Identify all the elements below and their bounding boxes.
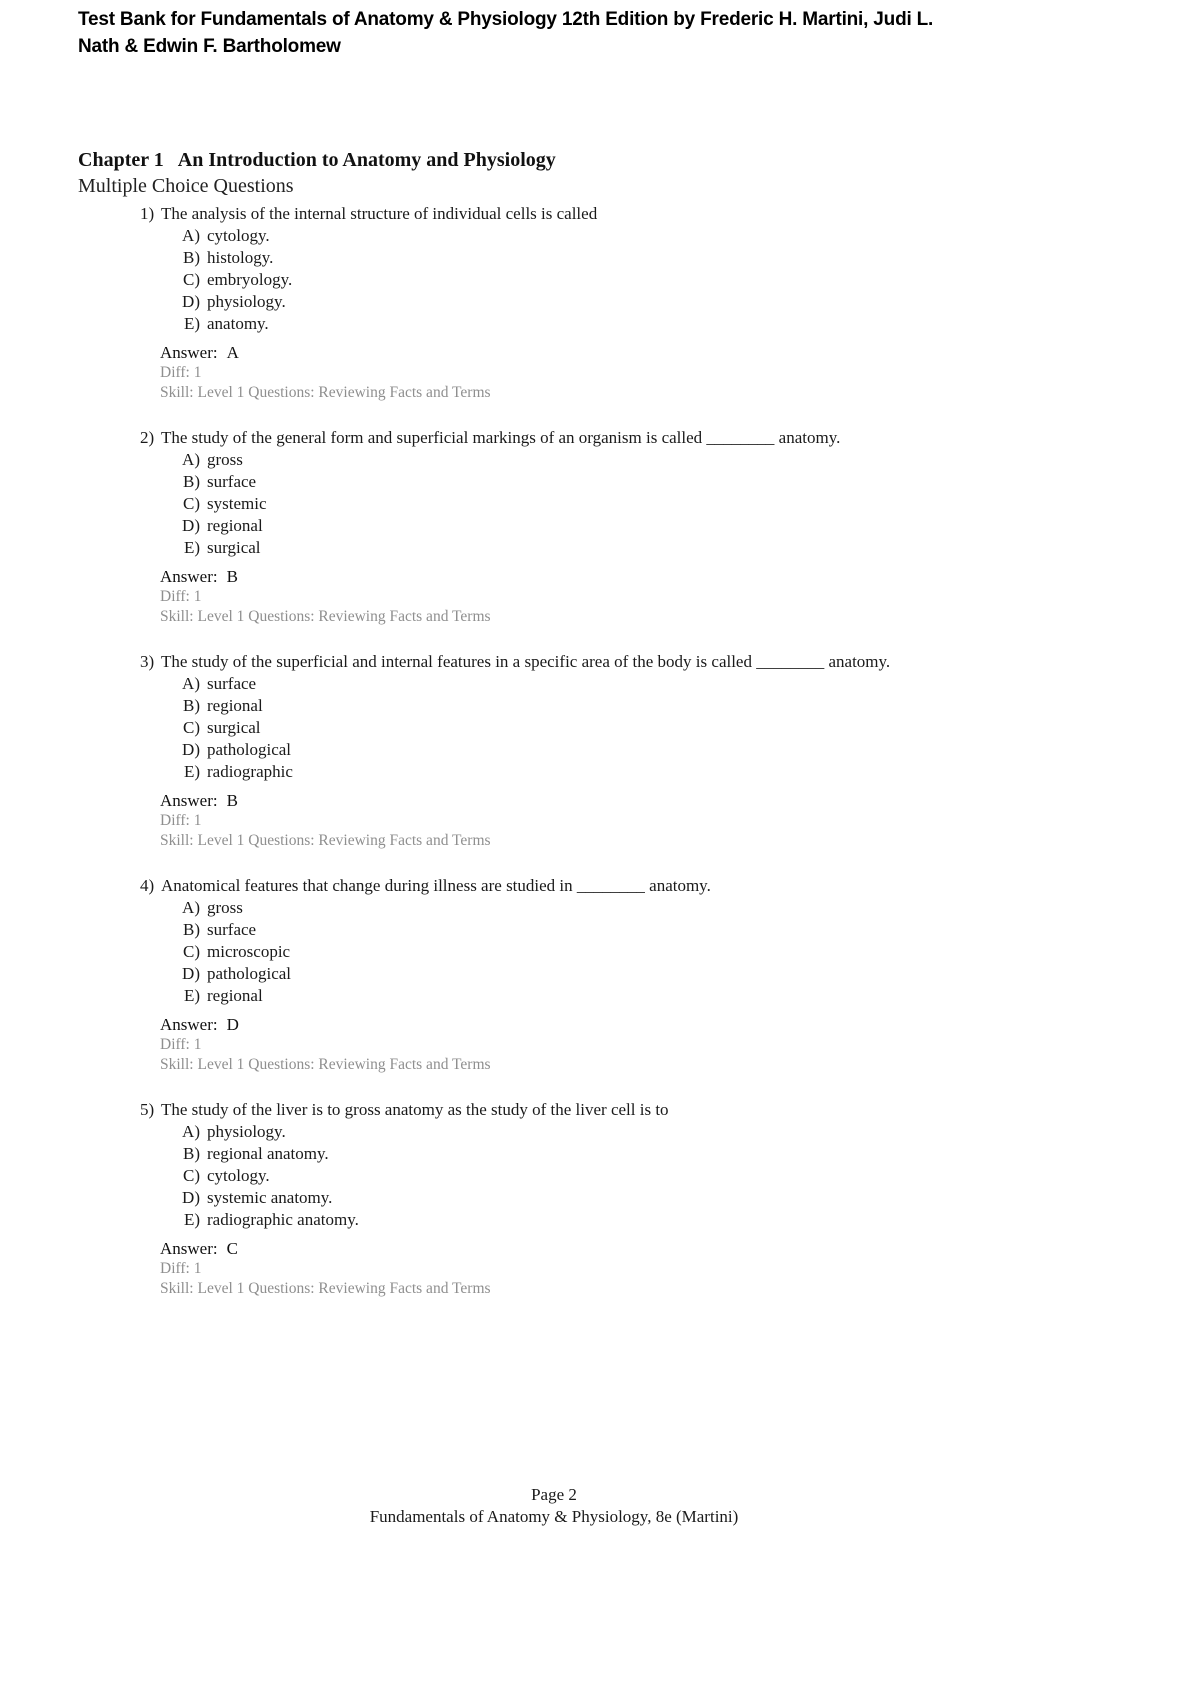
option-label: D)	[182, 516, 200, 535]
answer-value: B	[226, 567, 238, 586]
option-text: cytology.	[207, 226, 270, 245]
question-line	[0, 202, 1191, 225]
book-title: Fundamentals of Anatomy & Physiology, 8e (Martini)	[369, 1507, 739, 1526]
option-line	[0, 963, 1191, 985]
option-line	[0, 941, 1191, 963]
option-line	[0, 471, 1191, 493]
option-line	[0, 515, 1191, 537]
option-label: C)	[183, 1166, 200, 1185]
answer-line	[0, 1014, 1191, 1035]
question-text: The analysis of the internal structure of individual cells is called	[161, 204, 598, 223]
option-label: A)	[182, 450, 200, 469]
option-text: cytology.	[207, 1166, 270, 1185]
option-text: microscopic	[207, 942, 291, 961]
question-number: 4)	[140, 876, 155, 895]
option-text: regional anatomy.	[207, 1144, 329, 1163]
option-line	[0, 1209, 1191, 1231]
option-text: surface	[207, 674, 257, 693]
option-line	[0, 269, 1191, 291]
option-text: regional	[207, 516, 263, 535]
option-label: B)	[183, 248, 200, 267]
option-label: C)	[183, 270, 200, 289]
option-label: C)	[183, 494, 200, 513]
option-label: A)	[182, 898, 200, 917]
question-text: Anatomical features that change during illness are studied in ________ anatomy.	[161, 876, 711, 895]
option-label: D)	[182, 740, 200, 759]
question-text: The study of the liver is to gross anatomy as the study of the liver cell is to	[161, 1100, 669, 1119]
question-line	[0, 426, 1191, 449]
answer-label: Answer:	[160, 567, 218, 586]
header-line-2: Nath & Edwin F. Bartholomew	[78, 36, 341, 57]
option-line	[0, 537, 1191, 559]
option-text: pathological	[207, 964, 292, 983]
option-text: anatomy.	[207, 314, 269, 333]
page-footer	[78, 1484, 1030, 1528]
answer-label: Answer:	[160, 791, 218, 810]
question-block-3	[0, 650, 1191, 851]
question-text: The study of the superficial and internal features in a specific area of the body is called ________ anatomy.	[161, 652, 891, 671]
answer-value: B	[226, 791, 238, 810]
option-label: E)	[183, 762, 200, 781]
option-text: pathological	[207, 740, 292, 759]
question-block-4	[0, 874, 1191, 1075]
option-label: E)	[183, 538, 200, 557]
question-number: 2)	[140, 428, 155, 447]
answer-line	[0, 342, 1191, 363]
question-block-2	[0, 426, 1191, 627]
option-line	[0, 717, 1191, 739]
option-label: D)	[182, 964, 200, 983]
chapter-title: An Introduction to Anatomy and Physiology	[177, 149, 556, 171]
option-text: surface	[207, 920, 257, 939]
option-text: surface	[207, 472, 257, 491]
option-text: embryology.	[207, 270, 293, 289]
header-line-1: Test Bank for Fundamentals of Anatomy & Physiology 12th Edition by Frederic H. Martini, Judi L.	[78, 9, 934, 30]
chapter-label: Chapter 1	[78, 149, 164, 171]
option-line	[0, 985, 1191, 1007]
option-line	[0, 449, 1191, 471]
option-line	[0, 493, 1191, 515]
option-text: surgical	[207, 538, 261, 557]
option-line	[0, 673, 1191, 695]
option-line	[0, 1121, 1191, 1143]
question-number: 1)	[140, 204, 155, 223]
option-label: B)	[183, 920, 200, 939]
skill-line: Skill: Level 1 Questions: Reviewing Facts and Terms	[160, 608, 491, 625]
skill-line: Skill: Level 1 Questions: Reviewing Facts and Terms	[160, 1056, 491, 1073]
option-text: surgical	[207, 718, 261, 737]
question-text: The study of the general form and superficial markings of an organism is called ________ anatomy.	[161, 428, 841, 447]
answer-line	[0, 566, 1191, 587]
option-text: radiographic anatomy.	[207, 1210, 359, 1229]
option-text: physiology.	[207, 1122, 286, 1141]
option-text: physiology.	[207, 292, 286, 311]
option-text: systemic	[207, 494, 267, 513]
difficulty-line: Diff: 1	[160, 1036, 202, 1053]
option-label: D)	[182, 1188, 200, 1207]
option-text: gross	[207, 450, 243, 469]
option-text: regional	[207, 986, 263, 1005]
answer-value: A	[226, 343, 239, 362]
option-line	[0, 761, 1191, 783]
option-label: A)	[182, 226, 200, 245]
option-label: E)	[183, 314, 200, 333]
difficulty-line: Diff: 1	[160, 364, 202, 381]
option-label: A)	[182, 674, 200, 693]
option-text: radiographic	[207, 762, 293, 781]
option-line	[0, 897, 1191, 919]
option-line	[0, 1165, 1191, 1187]
question-line	[0, 874, 1191, 897]
question-block-1	[0, 202, 1191, 403]
option-label: C)	[183, 942, 200, 961]
answer-value: C	[226, 1239, 238, 1258]
question-number: 5)	[140, 1100, 155, 1119]
option-line	[0, 739, 1191, 761]
option-label: C)	[183, 718, 200, 737]
answer-value: D	[226, 1015, 239, 1034]
difficulty-line: Diff: 1	[160, 812, 202, 829]
option-label: A)	[182, 1122, 200, 1141]
option-label: B)	[183, 1144, 200, 1163]
option-line	[0, 1187, 1191, 1209]
question-line	[0, 650, 1191, 673]
page-number: Page 2	[531, 1485, 577, 1504]
option-line	[0, 291, 1191, 313]
answer-line	[0, 790, 1191, 811]
option-label: E)	[183, 986, 200, 1005]
section-heading: Multiple Choice Questions	[78, 175, 294, 197]
question-block-5	[0, 1098, 1191, 1299]
option-text: regional	[207, 696, 263, 715]
option-line	[0, 247, 1191, 269]
option-label: D)	[182, 292, 200, 311]
option-label: B)	[183, 472, 200, 491]
option-line	[0, 225, 1191, 247]
answer-line	[0, 1238, 1191, 1259]
difficulty-line: Diff: 1	[160, 588, 202, 605]
option-line	[0, 313, 1191, 335]
skill-line: Skill: Level 1 Questions: Reviewing Facts and Terms	[160, 384, 491, 401]
question-line	[0, 1098, 1191, 1121]
document-header	[0, 0, 1191, 60]
answer-label: Answer:	[160, 1015, 218, 1034]
skill-line: Skill: Level 1 Questions: Reviewing Facts and Terms	[160, 1280, 491, 1297]
option-text: gross	[207, 898, 243, 917]
answer-label: Answer:	[160, 343, 218, 362]
chapter-heading	[78, 147, 1191, 173]
answer-label: Answer:	[160, 1239, 218, 1258]
option-text: systemic anatomy.	[207, 1188, 333, 1207]
option-line	[0, 695, 1191, 717]
difficulty-line: Diff: 1	[160, 1260, 202, 1277]
option-text: histology.	[207, 248, 274, 267]
question-number: 3)	[140, 652, 155, 671]
option-label: E)	[183, 1210, 200, 1229]
option-label: B)	[183, 696, 200, 715]
option-line	[0, 1143, 1191, 1165]
skill-line: Skill: Level 1 Questions: Reviewing Facts and Terms	[160, 832, 491, 849]
option-line	[0, 919, 1191, 941]
